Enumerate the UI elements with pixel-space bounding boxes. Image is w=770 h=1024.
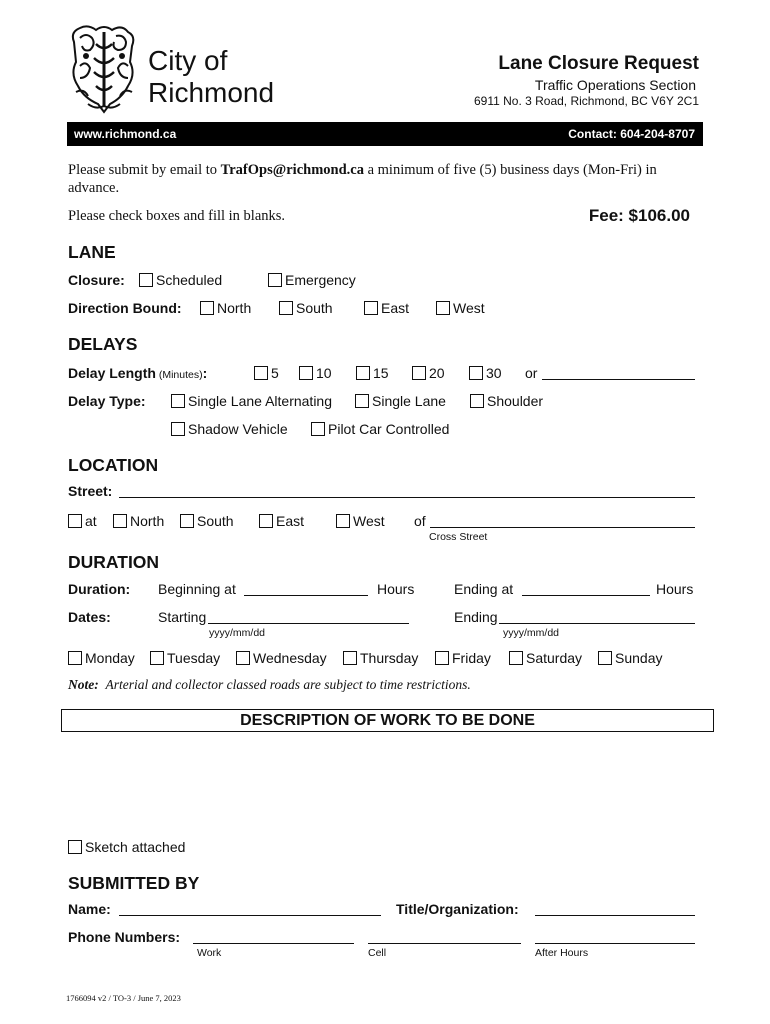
checkbox[interactable] [336,514,350,528]
option-label: North [217,300,252,316]
cell-caption: Cell [368,947,387,959]
cross-street-caption: Cross Street [429,531,488,543]
location-heading: LOCATION [68,455,159,475]
delay-20-option[interactable] [412,365,445,381]
checkbox[interactable] [435,651,449,665]
checkbox[interactable] [180,514,194,528]
location-at-option[interactable] [68,513,97,529]
beginning-time-field[interactable] [244,583,368,596]
city-crest-logo [66,22,142,116]
checkbox[interactable] [412,366,426,380]
time-restrictions-note [68,677,471,693]
submit-email[interactable]: TrafOps@richmond.ca [220,162,364,178]
option-label: Tuesday [167,650,221,666]
option-label: Sunday [615,650,663,666]
submitted-by-heading: SUBMITTED BY [68,873,200,893]
delays-heading: DELAYS [68,334,138,354]
starting-label: Starting [158,609,207,625]
direction-south-option[interactable] [279,300,333,316]
delay-length-unit: (Minutes) [155,369,203,381]
option-label: Sketch attached [85,839,186,855]
option-label: Wednesday [253,650,327,666]
direction-west-option[interactable] [436,300,485,316]
checkbox[interactable] [68,840,82,854]
option-label: Monday [85,650,135,666]
form-address: 6911 No. 3 Road, Richmond, BC V6Y 2C1 [473,94,699,108]
option-label: South [197,513,234,529]
beginning-at-label: Beginning at [158,581,236,597]
option-label: West [353,513,385,529]
street-label: Street: [68,483,113,499]
check-boxes-instruction: Please check boxes and fill in blanks. [68,208,286,224]
delay-or-text: or [525,365,538,381]
delay-type-label: Delay Type: [68,393,146,409]
closure-label: Closure: [68,272,125,288]
fee-amount: Fee: $106.00 [588,206,690,225]
checkbox[interactable] [436,301,450,315]
work-caption: Work [197,947,222,959]
option-label: East [276,513,305,529]
location-west-option[interactable] [336,513,385,529]
logo-text-richmond: Richmond [148,77,275,108]
hours-label-2: Hours [656,581,694,597]
option-label: 30 [486,365,502,381]
option-label: Friday [452,650,491,666]
checkbox[interactable] [68,514,82,528]
note-label: Note: [68,677,99,692]
day-monday-option[interactable] [68,650,135,666]
end-date-format: yyyy/mm/dd [503,627,560,639]
delay-single-lane-alternating-option[interactable] [171,393,332,409]
lane-heading: LANE [68,242,116,262]
day-friday-option[interactable] [435,650,491,666]
option-label: West [453,300,485,316]
contact-bar [67,122,703,146]
sketch-attached-option[interactable] [68,839,185,855]
delay-30-option[interactable] [469,365,502,381]
checkbox[interactable] [279,301,293,315]
checkbox[interactable] [259,514,273,528]
form-title: Lane Closure Request [498,53,699,74]
crest-icon [66,22,142,116]
ending-date-label: Ending [454,609,498,625]
note-text: Arterial and collector classed roads are subject to time restrictions. [105,677,471,692]
checkbox[interactable] [299,366,313,380]
description-area[interactable] [61,733,714,829]
duration-heading: DURATION [68,552,160,572]
option-label: Single Lane Alternating [188,393,332,409]
title-org-field[interactable] [535,903,695,916]
day-tuesday-option[interactable] [150,650,220,666]
delay-10-option[interactable] [299,365,332,381]
checkbox[interactable] [343,651,357,665]
after-hours-caption: After Hours [535,947,589,959]
option-label: Single Lane [372,393,446,409]
checkbox[interactable] [509,651,523,665]
option-label: 20 [429,365,445,381]
checkbox[interactable] [68,651,82,665]
option-label: South [296,300,333,316]
location-east-option[interactable] [259,513,304,529]
direction-north-option[interactable] [200,300,251,316]
checkbox[interactable] [470,394,484,408]
option-label: Shoulder [487,393,544,409]
checkbox[interactable] [364,301,378,315]
submit-suffix: a minimum of five (5) business days (Mon-Fri) in [363,162,657,178]
delay-5-option[interactable] [254,365,279,381]
checkbox[interactable] [356,366,370,380]
delay-pilot-car-option[interactable] [311,421,449,437]
logo-text-city-of: City of [148,45,228,76]
delay-length-text: Delay Length [68,365,156,381]
delay-length-colon: : [202,365,208,381]
delay-15-option[interactable] [356,365,389,381]
cell-phone-field[interactable] [368,931,521,944]
title-org-label: Title/Organization: [396,901,519,917]
option-label: North [130,513,165,529]
form-section: Traffic Operations Section [534,77,696,93]
location-of-text: of [414,513,426,529]
work-phone-field[interactable] [193,931,354,944]
after-hours-phone-field[interactable] [535,931,695,944]
checkbox[interactable] [268,273,282,287]
option-label: 10 [316,365,332,381]
direction-label: Direction Bound: [68,300,182,316]
end-date-field[interactable] [499,611,695,624]
name-label: Name: [68,901,111,917]
duration-label: Duration: [68,581,131,597]
hours-label-1: Hours [377,581,415,597]
name-field[interactable] [119,903,381,916]
day-saturday-option[interactable] [509,650,582,666]
delay-shoulder-option[interactable] [470,393,543,409]
day-sunday-option[interactable] [598,650,662,666]
ending-time-field[interactable] [522,583,650,596]
contact-phone: Contact: 604-204-8707 [568,127,695,141]
option-label: Saturday [526,650,583,666]
document-id: 1766094 v2 / TO-3 / June 7, 2023 [66,993,181,1003]
delay-single-lane-option[interactable] [355,393,446,409]
checkbox[interactable] [254,366,268,380]
checkbox[interactable] [150,651,164,665]
day-wednesday-option[interactable] [236,650,327,666]
option-label: at [85,513,97,529]
description-heading-box [61,709,714,732]
checkbox[interactable] [171,422,185,436]
closure-emergency-option[interactable] [268,272,356,288]
option-label: 5 [271,365,279,381]
location-south-option[interactable] [180,513,234,529]
option-label: Shadow Vehicle [188,421,288,437]
description-heading: DESCRIPTION OF WORK TO BE DONE [240,712,535,729]
checkbox[interactable] [355,394,369,408]
option-label: Scheduled [156,272,223,288]
delay-length-label [68,365,207,381]
start-date-field[interactable] [208,611,409,624]
street-field[interactable] [119,485,695,498]
cross-street-field[interactable] [430,515,695,528]
checkbox[interactable] [469,366,483,380]
checkbox[interactable] [236,651,250,665]
option-label: East [381,300,410,316]
closure-scheduled-option[interactable] [139,272,222,288]
phone-label: Phone Numbers: [68,929,181,945]
day-thursday-option[interactable] [343,650,418,666]
location-north-option[interactable] [113,513,164,529]
submit-instructions [68,162,657,179]
checkbox[interactable] [139,273,153,287]
submit-prefix: Please submit by email to [68,162,221,178]
option-label: 15 [373,365,389,381]
start-date-format: yyyy/mm/dd [209,627,266,639]
option-label: Pilot Car Controlled [328,421,450,437]
submit-instructions-line2: advance. [68,180,120,196]
delay-shadow-vehicle-option[interactable] [171,421,288,437]
checkbox[interactable] [200,301,214,315]
option-label: Thursday [360,650,419,666]
checkbox[interactable] [113,514,127,528]
checkbox[interactable] [171,394,185,408]
checkbox[interactable] [598,651,612,665]
website-link[interactable]: www.richmond.ca [74,127,177,141]
direction-east-option[interactable] [364,300,409,316]
ending-at-label: Ending at [454,581,514,597]
dates-label: Dates: [68,609,111,625]
checkbox[interactable] [311,422,325,436]
option-label: Emergency [285,272,356,288]
delay-other-field[interactable] [542,367,695,380]
